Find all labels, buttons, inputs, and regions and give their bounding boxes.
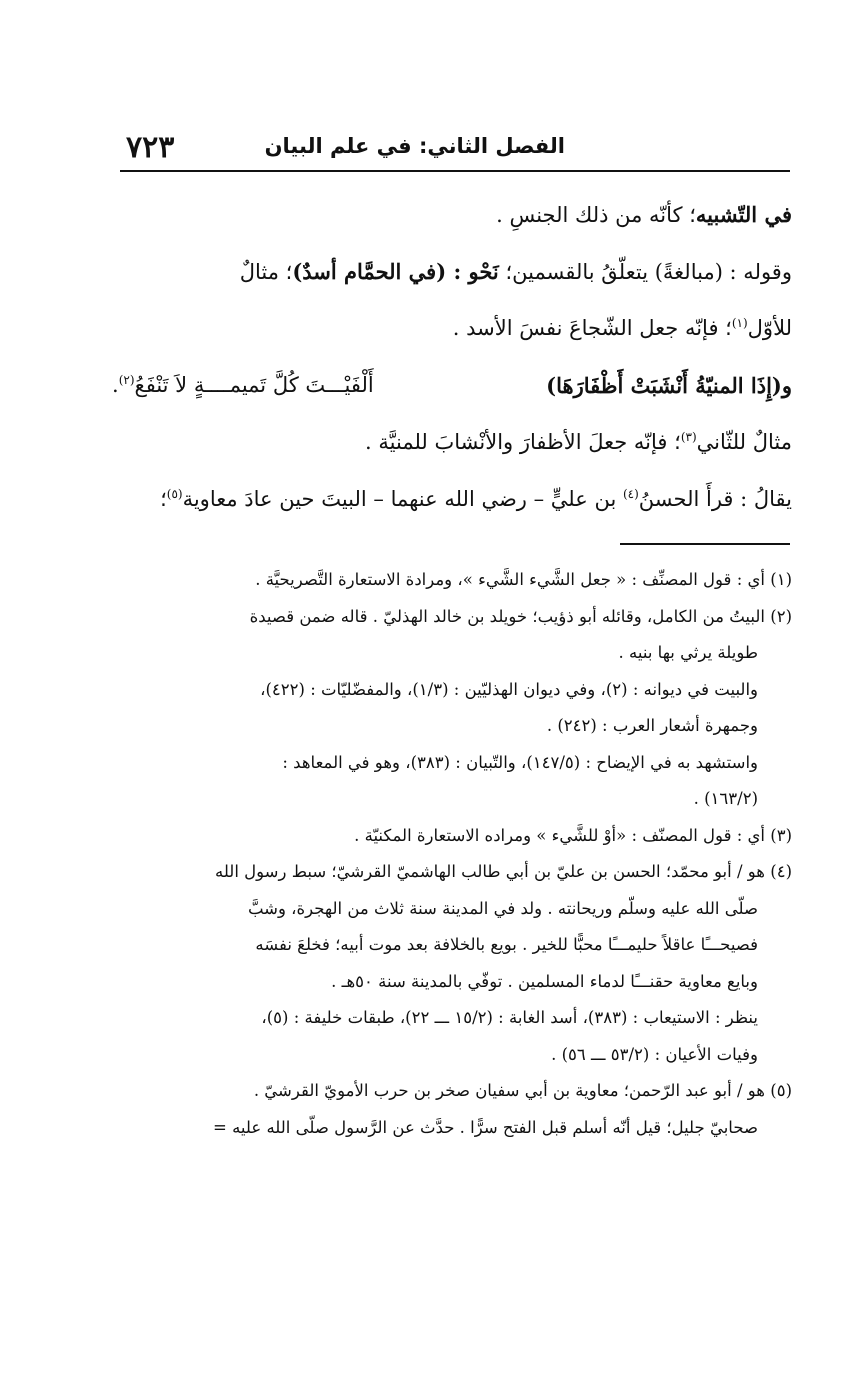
chapter-title: الفصل الثاني: في علم البيان: [264, 134, 565, 158]
text-span: يقالُ : قرأَ الحسنُ: [638, 487, 792, 511]
footnote-ref: (١): [731, 316, 748, 330]
text-span: ؛ فإنّه جعلَ الأظفارَ والأنْشابَ للمنيَّة .: [365, 430, 681, 454]
footnote: [118, 1073, 792, 1146]
text-span: مثالٌ للثّاني: [696, 430, 792, 454]
text-span: ؛ فإنّه جعل الشّجاعَ نفسَ الأسد .: [452, 316, 732, 340]
footnote-line: وفيات الأعيان : (٥٣/٢ ـــ ٥٦) .: [551, 1044, 758, 1064]
text-span: وقوله : (مبالغةً) يتعلّقُ بالقسمين؛: [498, 260, 792, 284]
footnote-line: وبايع معاوية حقنـــًا لدماء المسلمين . توفّي بالمدينة سنة ٥٠هـ .: [331, 971, 758, 991]
footnote-line: طويلة يرثي بها بنيه .: [618, 643, 758, 662]
footnote-line: (١٦٣/٢) .: [693, 789, 758, 808]
running-header: [120, 132, 790, 172]
footnote: [118, 562, 792, 599]
footnote-line: فصيحـــًا عاقلاً حليمـــًا محبًّا للخير . بويع بالخلافة بعد موت أبيه؛ فخلعَ نفسَه: [255, 935, 758, 954]
text-span: أَلْفَيْـــتَ كُلَّ تَميمــــةٍ لاَ تَنْفَعُ: [134, 373, 374, 397]
text-span: ؛: [160, 487, 167, 511]
footnote: [118, 854, 792, 1073]
main-line: [112, 300, 792, 357]
footnote-line: (٥) هو / أبو عبد الرّحمن؛ معاوية بن أبي سفيان صخر بن حرب الأمويّ القرشيّ .: [253, 1081, 792, 1100]
footnote-separator: [620, 543, 790, 545]
main-line: [112, 186, 792, 243]
footnote-ref: (٣): [680, 430, 697, 444]
text-span: ؛ كأنّه من ذلك الجنسِ .: [496, 203, 696, 227]
verse-second-hemistich: أَلْفَيْـــتَ كُلَّ تَميمــــةٍ لاَ تَنْفَعُ$^{(٢)}$.: [112, 373, 374, 397]
page-number: ٧٢٣: [126, 130, 175, 165]
footnotes: [118, 562, 792, 1146]
example-phrase: نَحْو : (في الحمَّام أسدٌ): [292, 259, 499, 284]
footnote-line: (١) أي : قول المصنِّف : « جعل الشَّيء الشَّيء »، ومرادة الاستعارة التَّصريحيَّة .: [255, 570, 792, 589]
footnote-line: واستشهد به في الإيضاح : (١٤٧/٥)، والتّبيان : (٣٨٣)، وهو في المعاهد :: [282, 752, 758, 772]
verse-first-hemistich: و(إِذَا المنيّةُ أَنْشَبَتْ أَظْفَارَهَا): [546, 373, 792, 398]
main-line: [112, 414, 792, 471]
footnote-line: (٤) هو / أبو محمّد؛ الحسن بن عليّ بن أبي طالب الهاشميّ القرشيّ؛ سبط رسول الله: [214, 862, 792, 881]
main-line: [112, 243, 792, 300]
text-span: ؛ مثالٌ: [239, 260, 293, 284]
text-span: بن عليٍّ – رضي الله عنهما – البيتَ حين عادَ معاوية: [182, 487, 623, 511]
keyword: في التّشبيه: [695, 202, 792, 227]
footnote-line: (٣) أي : قول المصنّف : «أوْ للشَّيء » ومراده الاستعارة المكنيّة .: [354, 825, 792, 845]
footnote-ref: (٤): [622, 487, 639, 501]
footnote-line: (٢) البيتُ من الكامل، وقائله أبو ذؤيب؛ خويلد بن خالد الهذليّ . قاله ضمن قصيدة: [249, 606, 792, 626]
text-span: للأوّل: [747, 316, 792, 340]
main-text: [112, 186, 792, 528]
footnote: [118, 818, 792, 855]
footnote-ref: (٢): [118, 373, 135, 387]
footnote-line: وجمهرة أشعار العرب : (٢٤٢) .: [546, 716, 758, 735]
footnote-line: والبيت في ديوانه : (٢)، وفي ديوان الهذليّين : (١/٣)، والمفضّليّات : (٤٢٢)،: [260, 679, 758, 699]
footnote: [118, 599, 792, 818]
footnote-ref: (٥): [166, 487, 183, 501]
poetry-verse: [112, 357, 792, 414]
footnote-line: صحابيّ جليل؛ قيل أنّه أسلم قبل الفتح سرًّا . حدَّث عن الرَّسول صلّى الله عليه =: [213, 1117, 758, 1137]
main-line: [112, 471, 792, 528]
footnote-line: ينظر : الاستيعاب : (٣٨٣)، أسد الغابة : (١٥/٢ ـــ ٢٢)، طبقات خليفة : (٥)،: [261, 1008, 758, 1027]
footnote-line: صلّى الله عليه وسلّم وريحانته . ولد في المدينة سنة ثلاث من الهجرة، وشبَّ: [247, 898, 758, 918]
